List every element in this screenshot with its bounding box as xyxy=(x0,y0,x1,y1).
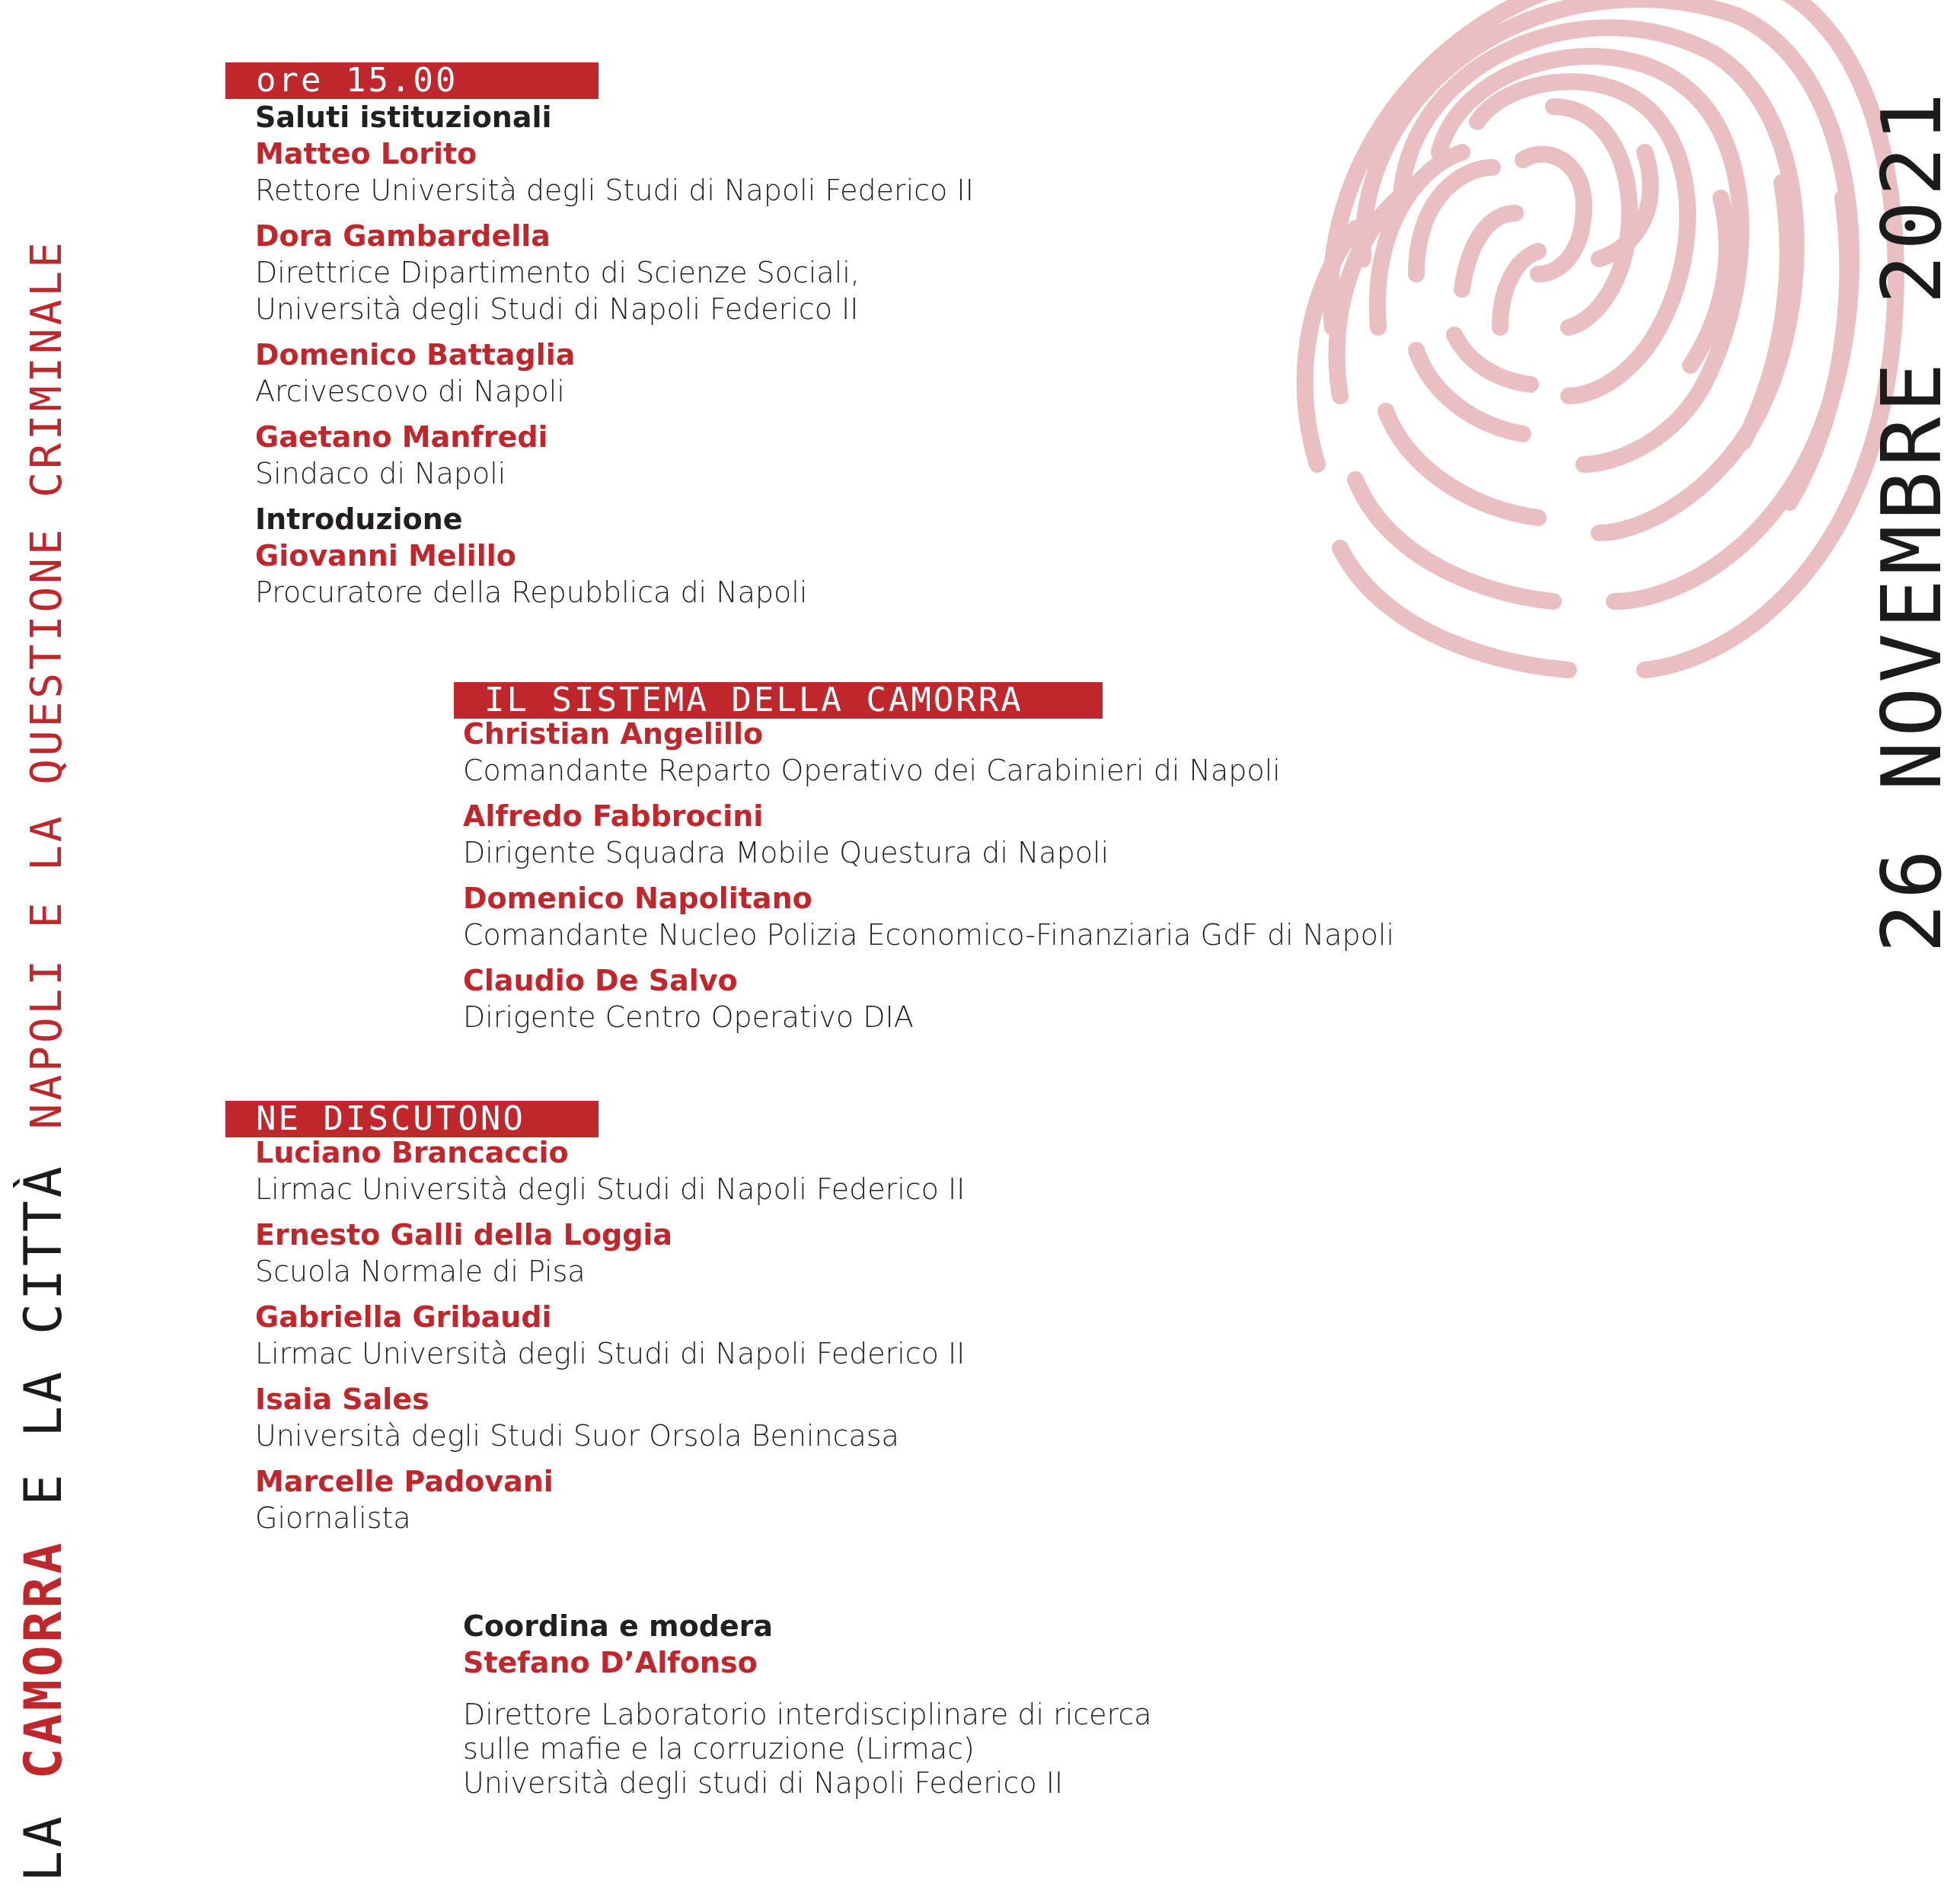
moderator-role: Direttore Laboratorio interdisciplinare di ricerca xyxy=(463,1698,1152,1731)
moderator-block xyxy=(463,1608,1152,1800)
session3-header: NE DISCUTONO xyxy=(225,1101,599,1137)
moderator-role: sulle mafie e la corruzione (Lirmac) xyxy=(463,1732,975,1765)
speaker-name: Alfredo Fabbrocini xyxy=(463,799,764,833)
speaker-name: Giovanni Melillo xyxy=(255,539,516,572)
speaker-role: Scuola Normale di Pisa xyxy=(255,1255,586,1288)
speaker-name: Dora Gambardella xyxy=(255,219,551,253)
session3-block xyxy=(255,1134,965,1536)
session1-block xyxy=(255,99,974,611)
fingerprint-graphic xyxy=(1188,0,1919,700)
speaker-name: Christian Angelillo xyxy=(463,717,764,751)
speaker-name: Marcelle Padovani xyxy=(255,1465,554,1498)
speaker-role: Comandante Reparto Operativo dei Carabinieri di Napoli xyxy=(463,754,1281,787)
speaker-role: Lirmac Università degli Studi di Napoli Federico II xyxy=(255,1337,966,1370)
speaker-role: Università degli Studi Suor Orsola Benincasa xyxy=(255,1419,899,1453)
speaker-role: Dirigente Squadra Mobile Questura di Napoli xyxy=(463,836,1109,869)
moderator-label: Coordina e modera xyxy=(463,1609,774,1643)
speaker-role: Università degli Studi di Napoli Federico II xyxy=(255,292,859,326)
speaker-role: Lirmac Università degli Studi di Napoli Federico II xyxy=(255,1172,966,1206)
intro-label: Introduzione xyxy=(255,502,463,536)
speaker-name: Isaia Sales xyxy=(255,1383,429,1416)
side-title-highlight: CAMORRA xyxy=(14,1539,74,1780)
speaker-role: Dirigente Centro Operativo DIA xyxy=(463,1000,914,1034)
speaker-role: Rettore Università degli Studi di Napoli Federico II xyxy=(255,174,974,207)
time-header: ore 15.00 xyxy=(225,62,599,99)
speaker-role: Comandante Nucleo Polizia Economico-Finanziaria GdF di Napoli xyxy=(463,918,1394,952)
moderator-name: Stefano D’Alfonso xyxy=(463,1646,758,1679)
speaker-role: Direttrice Dipartimento di Scienze Sociali, xyxy=(255,256,860,289)
session2-block xyxy=(463,716,1394,1035)
speaker-name: Matteo Lorito xyxy=(255,137,477,171)
speaker-role: Sindaco di Napoli xyxy=(255,457,506,490)
event-date: 26 NOVEMBRE 2021 xyxy=(1865,88,1960,953)
moderator-role: Università degli studi di Napoli Federico II xyxy=(463,1766,1064,1800)
session2-header: IL SISTEMA DELLA CAMORRA xyxy=(454,682,1103,719)
speaker-role: Arcivescovo di Napoli xyxy=(255,375,565,408)
speaker-name: Domenico Battaglia xyxy=(255,338,576,372)
side-title-part1: LA xyxy=(14,1779,74,1882)
speaker-name: Domenico Napolitano xyxy=(463,882,812,915)
side-title-subtitle: NAPOLI E LA QUESTIONE CRIMINALE xyxy=(22,239,72,1130)
speaker-name: Claudio De Salvo xyxy=(463,964,738,997)
speaker-name: Luciano Brancaccio xyxy=(255,1136,569,1169)
side-title-part2: E LA CITTÀ xyxy=(14,1129,74,1540)
speaker-role: Procuratore della Repubblica di Napoli xyxy=(255,576,808,609)
speaker-name: Gabriella Gribaudi xyxy=(255,1300,552,1334)
speaker-role: Giornalista xyxy=(255,1501,411,1535)
speaker-name: Ernesto Galli della Loggia xyxy=(255,1218,673,1252)
greetings-label: Saluti istituzionali xyxy=(255,100,552,134)
side-title xyxy=(14,239,78,1882)
speaker-name: Gaetano Manfredi xyxy=(255,420,548,454)
